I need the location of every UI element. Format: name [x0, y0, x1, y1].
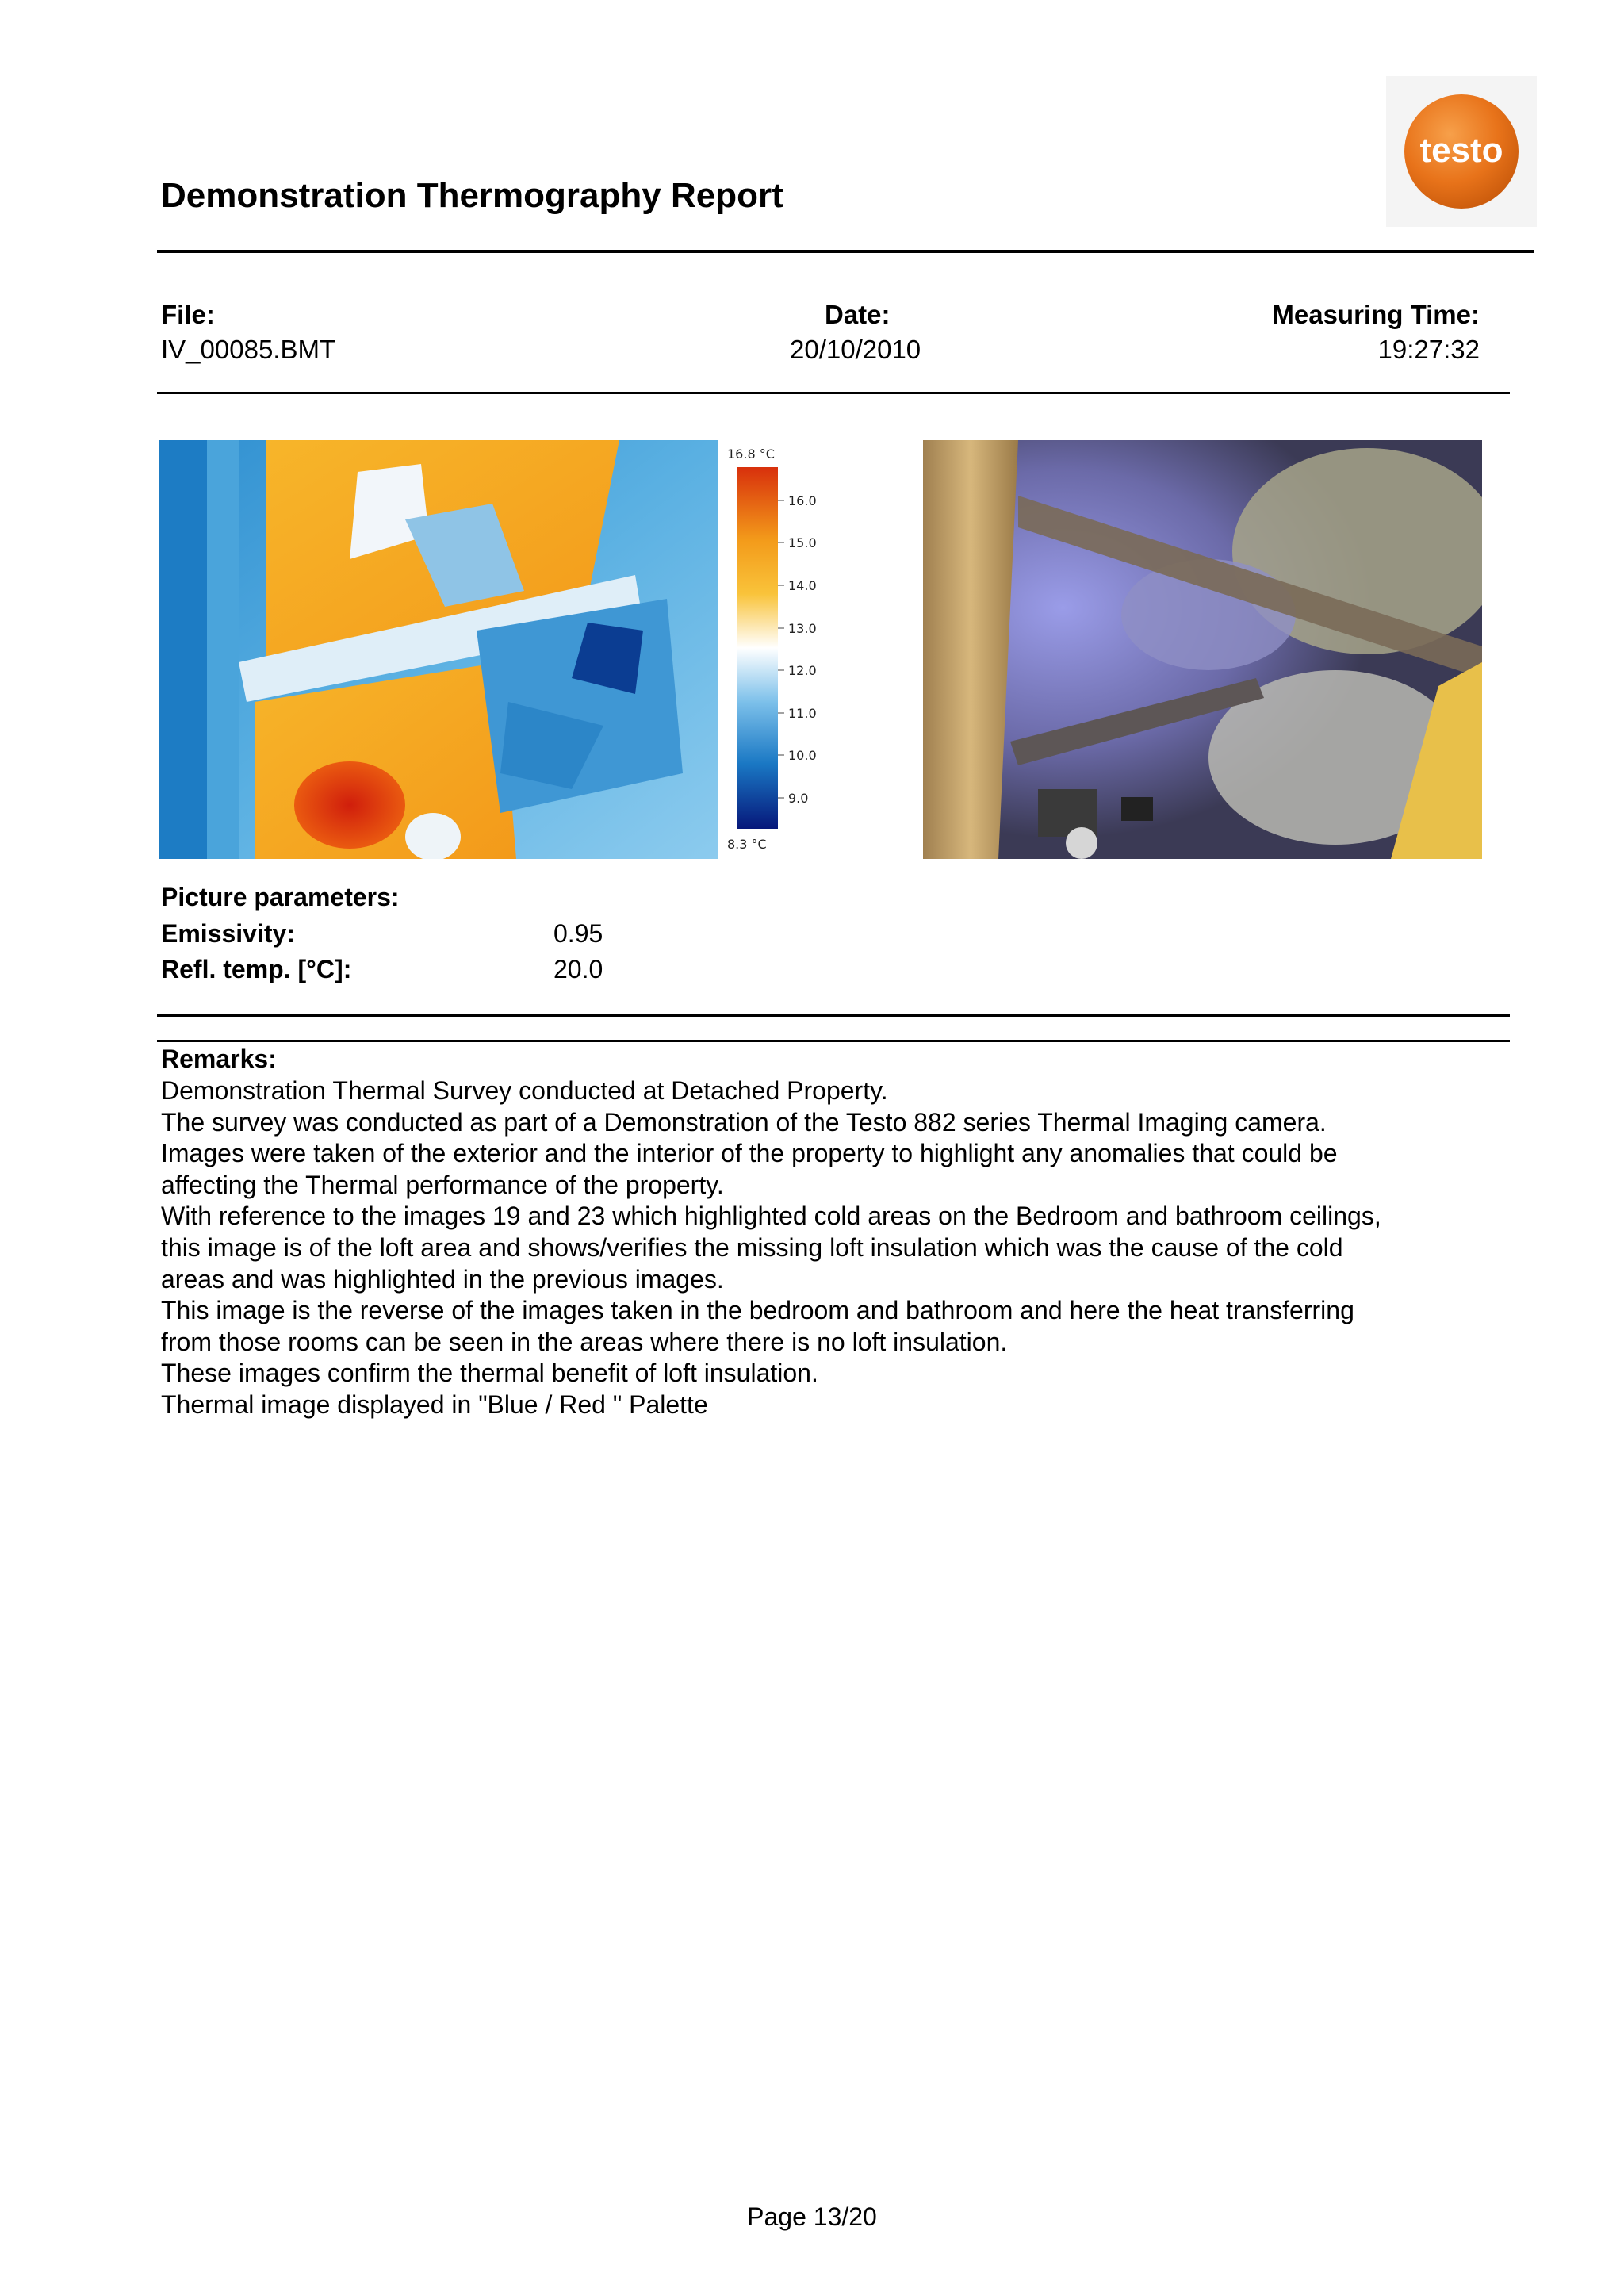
scale-tick: 15.0 — [788, 535, 817, 550]
remarks-line: Demonstration Thermal Survey conducted at Detached Property. — [161, 1076, 888, 1105]
remarks-body — [161, 1075, 1517, 1421]
testo-logo — [1386, 76, 1537, 227]
remarks-line: This image is the reverse of the images taken in the bedroom and bathroom and here the heat transferring — [161, 1296, 1354, 1325]
remarks-heading: Remarks: — [161, 1045, 277, 1073]
remarks-line: These images confirm the thermal benefit of loft insulation. — [161, 1359, 818, 1388]
emissivity-label: Emissivity: — [161, 919, 295, 948]
remarks-line: areas and was highlighted in the previous images. — [161, 1264, 724, 1294]
refl-temp-label: Refl. temp. [°C]: — [161, 955, 352, 983]
measuring-time-label: Measuring Time: — [1272, 300, 1480, 329]
scale-tick: 11.0 — [788, 706, 817, 721]
scale-tick: 10.0 — [788, 748, 817, 763]
scale-tick: 9.0 — [788, 791, 809, 806]
remarks-line: With reference to the images 19 and 23 which highlighted cold areas on the Bedroom and bathroom ceilings, — [161, 1202, 1381, 1231]
scale-tick: 16.0 — [788, 493, 817, 508]
page-number: Page 13/20 — [747, 2202, 877, 2231]
scale-tick: 13.0 — [788, 621, 817, 636]
scale-min-label: 8.3 °C — [727, 837, 767, 852]
remarks-line: this image is of the loft area and shows/verifies the missing loft insulation which was the cause of the cold — [161, 1232, 1343, 1262]
emissivity-value: 0.95 — [553, 919, 603, 948]
header-rule — [157, 250, 1534, 253]
picture-parameters-heading: Picture parameters: — [161, 883, 400, 911]
meta-rule — [157, 392, 1510, 394]
svg-text:testo: testo — [1419, 131, 1503, 170]
file-value: IV_00085.BMT — [161, 335, 336, 364]
remarks-line: The survey was conducted as part of a Demonstration of the Testo 882 series Thermal Imaging camera. — [161, 1107, 1327, 1137]
report-title: Demonstration Thermography Report — [161, 176, 783, 215]
remarks-line: affecting the Thermal performance of the property. — [161, 1170, 724, 1199]
remarks-line: Thermal image displayed in "Blue / Red " Palette — [161, 1389, 708, 1419]
date-label: Date: — [825, 300, 891, 329]
remarks-rule — [157, 1040, 1510, 1042]
remarks-line: Images were taken of the exterior and the interior of the property to highlight any anomalies that could be — [161, 1139, 1338, 1168]
refl-temp-value: 20.0 — [553, 955, 603, 983]
thermal-image — [159, 440, 718, 859]
file-label: File: — [161, 300, 215, 329]
parameters-rule — [157, 1014, 1510, 1017]
remarks-line: from those rooms can be seen in the areas where there is no loft insulation. — [161, 1327, 1008, 1356]
visual-photo — [923, 440, 1482, 859]
scale-tick: 12.0 — [788, 663, 817, 678]
scale-max-label: 16.8 °C — [727, 447, 775, 462]
temperature-scale — [722, 440, 833, 859]
date-value: 20/10/2010 — [790, 335, 921, 364]
measuring-time-value: 19:27:32 — [1377, 335, 1480, 364]
scale-tick: 14.0 — [788, 578, 817, 593]
